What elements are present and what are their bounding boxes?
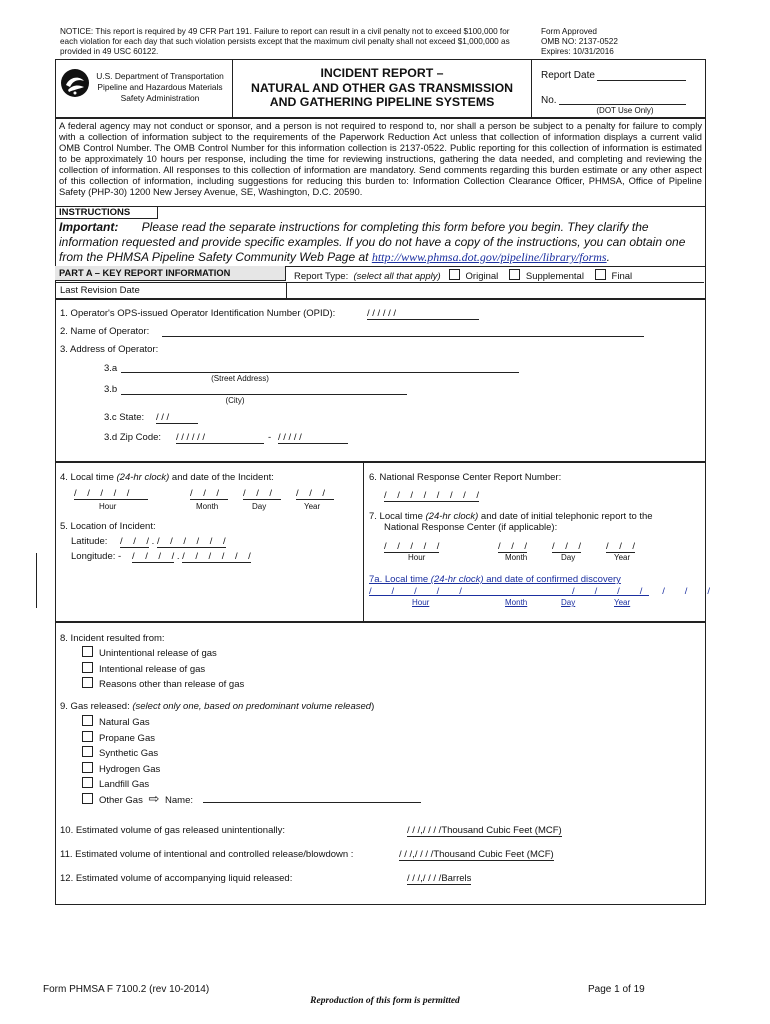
agency-line-3: Safety Administration [120,93,200,103]
q8-label: 8. Incident resulted from: [60,633,165,644]
revision-bar [36,553,37,608]
agency-name [92,71,228,104]
other-gas-name-field[interactable] [203,802,421,803]
q11-unit: Thousand Cubic Feet (MCF) [433,849,554,860]
q8-options [82,646,244,693]
q9-option-label: Natural Gas [99,717,150,728]
q8-option-intentional[interactable] [82,662,244,678]
q9-option-other-gas[interactable] [82,791,193,807]
q7-day-caption: Day [561,553,576,562]
q12-label: 12. Estimated volume of accompanying liquid released: [60,873,293,884]
q4-year-caption: Year [304,502,321,511]
q7a-day-caption: Day [561,598,576,607]
q9-other-label: Other Gas [99,795,143,806]
q3d-label: 3.d Zip Code: [104,432,162,443]
q10-label: 10. Estimated volume of gas released unintentionally: [60,825,285,836]
q7-year-caption: Year [614,553,631,562]
q9-name-label: Name: [165,795,193,806]
report-type-hint: (select all that apply) [353,271,441,282]
footer-page-number: Page 1 of 19 [588,984,645,995]
q7a-label-post: and date of confirmed discovery [483,574,621,585]
city-caption: (City) [225,396,245,405]
checkbox-icon[interactable] [82,715,93,726]
agency-line-1: U.S. Department of Transportation [96,71,224,81]
q4-hour-field[interactable]: / / / / / [74,488,148,500]
omb-number: OMB NO: 2137-0522 [541,37,618,46]
report-date-label: Report Date [541,70,595,81]
checkbox-icon[interactable] [82,677,93,688]
report-number-label: No. [541,95,557,106]
checkbox-icon[interactable] [595,269,606,280]
checkbox-icon[interactable] [449,269,460,280]
form-approved-block [541,27,661,57]
q4-month-field[interactable]: / / / [190,488,228,500]
q4-month-caption: Month [196,502,219,511]
q6-label: 6. National Response Center Report Number: [369,472,562,483]
q12-volume-field[interactable]: / / /,/ / / / [407,873,442,884]
longitude-label: Longitude: - [71,551,122,562]
report-type-row [294,269,632,282]
q11-volume-field[interactable]: / / /,/ / / / [399,849,434,860]
checkbox-icon[interactable] [82,777,93,788]
q9-label-post: ) [371,701,375,712]
last-revision-label: Last Revision Date [60,285,140,296]
report-type-final[interactable] [595,271,633,282]
q7a-year-caption: Year [614,598,631,607]
footer-reproduction-note: Reproduction of this form is permitted [310,996,460,1006]
q8-option-label: Intentional release of gas [99,663,206,675]
q7a-datetime-field[interactable]: / / / / / / / / / / / / [369,586,714,597]
title-line-2: NATURAL AND OTHER GAS TRANSMISSION [250,80,514,95]
notice-text: NOTICE: This report is required by 49 CFR Part 191. Failure to report can result in a civil penalty not to exceed $100,000 for each violation for each day that such violation persists except that the maximum civil penalty shall not exceed $1,000,000 as provided in 49 USC 60122. [60,27,510,56]
q10-row [407,825,562,837]
q7a-hour-caption: Hour [412,598,430,607]
report-date-field[interactable] [597,80,686,81]
q9-option-label: Landfill Gas [99,779,150,790]
q3b-label: 3.b [104,384,118,395]
q9-options [82,715,160,793]
latitude-label: Latitude: [71,536,108,547]
checkbox-icon[interactable] [82,762,93,773]
checkbox-icon[interactable] [82,793,93,804]
q7-day-field[interactable]: / / / [552,541,582,552]
arrow-right-icon: ⇨ [148,791,160,806]
q12-row [407,873,471,885]
report-type-supplemental[interactable] [509,271,584,282]
q8-option-label: Unintentional release of gas [99,648,217,659]
q9-option-label: Synthetic Gas [99,748,159,759]
q3c-label: 3.c State: [104,412,145,423]
q4-day-caption: Day [252,502,267,511]
checkbox-icon[interactable] [82,646,93,657]
q2-label: 2. Name of Operator: [60,326,150,337]
q10-volume-field[interactable]: / / /,/ / / / [407,825,442,836]
zip-field[interactable]: / / / / / / [176,432,264,444]
important-text: Please read the separate instructions for completing this form before you begin. They clarify the information requested and provide specific examples. If you do not have a copy of the instructions, you can obtain one from the PHMSA Pipeline Safety Community Web Page at [59,220,686,264]
q9-option-propane-gas[interactable] [82,731,160,747]
report-type-supplemental-label: Supplemental [525,271,584,282]
q7-label-pre: 7. Local time [369,511,426,522]
q9-option-hydrogen-gas[interactable] [82,762,160,778]
q7-hour-field[interactable]: / / / / / [384,541,440,552]
important-paragraph [59,220,702,265]
q7-label [369,511,699,533]
q8-option-other-reasons[interactable] [82,677,244,693]
instructions-link[interactable]: http://www.phmsa.dot.gov/pipeline/library/forms [371,250,607,264]
q12-unit: Barrels [441,873,472,884]
report-type-label: Report Type: [294,271,349,282]
q11-row [399,849,554,861]
paperwork-notice: A federal agency may not conduct or sponsor, and a person is not required to respond to, nor shall a person be subject to a penalty for failure to comply with a collection of information subject to the requirements of the Paperwork Reduction Act unless that collection of information displays a current valid OMB Control Number. The OMB Control Number for this information collection is 2137-0522. Public reporting for this collection of information is estimated to be approximately 10 hours per response, including the time for reviewing instructions, gathering the data needed, and completing and reviewing the collection of information. All responses to this collection of information are mandatory. Send comments regarding this burden estimate or any other aspect of this collection of information, including suggestions for reducing this burden to: Information Collection Clearance Officer, PHMSA, Office of Pipeline Safety (PHP-30) 1200 New Jersey Avenue, SE, Washington, D.C. 20590. [59,121,702,198]
q9-option-label: Hydrogen Gas [99,763,161,775]
latitude-field[interactable]: / / / . / / / / / / [120,536,226,547]
checkbox-icon[interactable] [82,662,93,673]
q7-hour-caption: Hour [408,553,426,562]
q7a-label-ital: (24-hr clock) [430,574,484,585]
checkbox-icon[interactable] [82,746,93,757]
zip-dash: - [268,432,272,443]
street-address-caption: (Street Address) [211,374,269,383]
form-title [236,66,528,110]
dot-use-only-label: (DOT Use Only) [596,106,654,115]
q7-label-ital: (24-hr clock) [425,511,479,522]
important-label: Important: [59,220,119,234]
q10-unit: Thousand Cubic Feet (MCF) [441,825,562,836]
q4-hour-caption: Hour [99,502,117,511]
q3-label: 3. Address of Operator: [60,344,159,355]
form-approved-line: Form Approved [541,27,597,36]
q9-label [60,701,374,712]
important-end: . [606,250,610,264]
q9-option-natural-gas[interactable] [82,715,160,731]
q4-year-field[interactable]: / / / [296,488,334,500]
report-type-original-label: Original [465,271,499,282]
q7a-label [369,574,621,585]
nrc-report-number-field[interactable]: / / / / / / / / [384,490,480,501]
q1-label: 1. Operator's OPS-issued Operator Identification Number (OPID): [60,308,336,319]
q8-option-unintentional[interactable] [82,646,244,662]
q4-label-post: and date of the Incident: [169,472,274,483]
q5-label: 5. Location of Incident: [60,521,156,532]
q3a-label: 3.a [104,363,118,374]
street-address-field[interactable] [121,372,519,373]
report-type-original[interactable] [449,271,499,282]
q7-month-field[interactable]: / / / [498,541,528,552]
zip-extension-field[interactable]: / / / / / [278,432,348,444]
q11-label: 11. Estimated volume of intentional and controlled release/blowdown : [60,849,354,860]
operator-name-field[interactable] [162,336,644,337]
q9-option-label: Propane Gas [99,732,155,744]
q4-label-ital: (24-hr clock) [116,472,170,483]
q4-day-field[interactable]: / / / [243,488,281,500]
opid-field[interactable]: / / / / / / [367,308,479,320]
checkbox-icon[interactable] [82,731,93,742]
checkbox-icon[interactable] [509,269,520,280]
longitude-field[interactable]: / / / / . / / / / / / [132,551,251,562]
report-number-field[interactable] [559,104,686,105]
q7a-label-pre: 7a. Local time [369,574,431,585]
footer-form-number: Form PHMSA F 7100.2 (rev 10-2014) [43,984,210,995]
title-line-1: INCIDENT REPORT – [320,66,444,80]
q7-label-post: and date of initial telephonic report to the [478,511,653,522]
q9-label-ital: (select only one, based on predominant volume released [132,701,372,712]
q7-month-caption: Month [505,553,528,562]
dot-logo-icon [60,68,90,101]
q7-label-2: National Response Center (if applicable): [384,522,558,533]
expiration-date: Expires: 10/31/2016 [541,47,614,56]
q4-label [60,472,274,483]
agency-line-2: Pipeline and Hazardous Materials [97,82,223,92]
q7-year-field[interactable]: / / / [606,541,636,552]
title-line-3: AND GATHERING PIPELINE SYSTEMS [269,95,495,109]
city-field[interactable] [121,394,407,395]
instructions-label: INSTRUCTIONS [55,206,158,219]
q7a-month-caption: Month [505,598,528,607]
state-field[interactable]: / / / [156,412,198,424]
report-type-final-label: Final [611,271,633,282]
part-a-label: PART A – KEY REPORT INFORMATION [55,266,286,281]
q9-label-pre: 9. Gas released: [60,701,133,712]
q8-option-label: Reasons other than release of gas [99,679,245,690]
q4-label-pre: 4. Local time [60,472,117,483]
q9-option-synthetic-gas[interactable] [82,746,160,762]
